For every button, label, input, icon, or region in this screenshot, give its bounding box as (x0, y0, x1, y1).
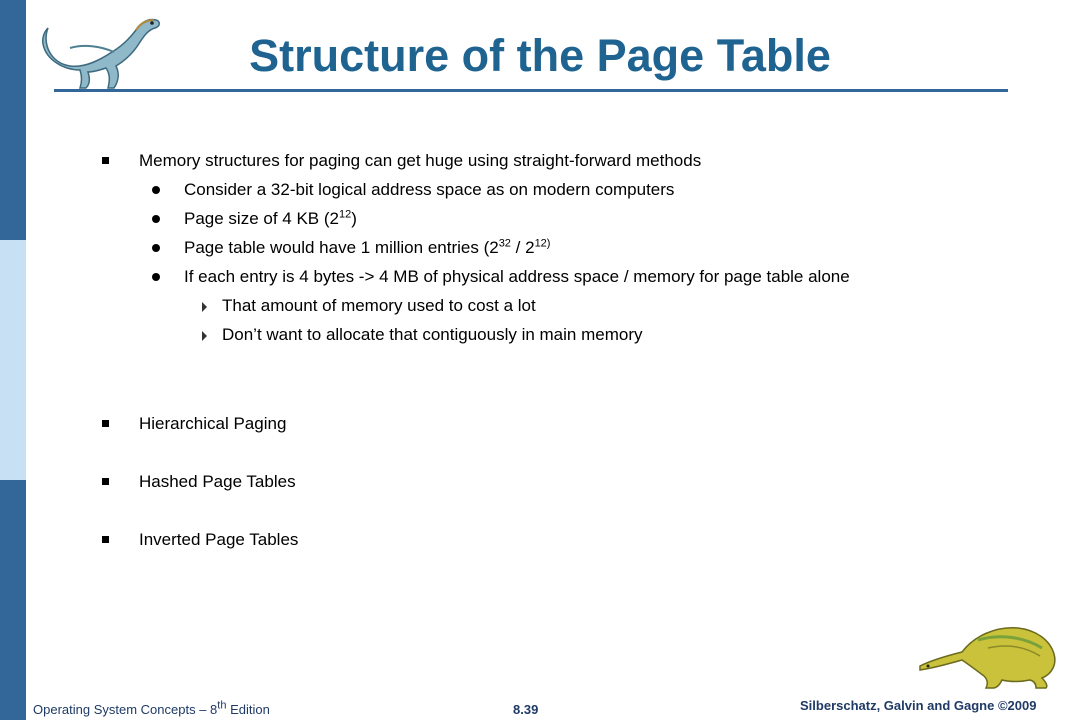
sidebar-segment-bottom (0, 480, 26, 720)
bullet-memory-cost: That amount of memory used to cost a lot (222, 296, 536, 315)
square-bullet-icon (102, 536, 109, 543)
bullet-inverted-page-tables: Inverted Page Tables (139, 530, 299, 549)
square-bullet-icon (102, 478, 109, 485)
bullet-million-entries: Page table would have 1 million entries ($2^{32} / 2^{12)}$ (184, 237, 551, 257)
left-sidebar (0, 0, 26, 720)
square-bullet-icon (102, 157, 109, 164)
bullet-4mb-page-table: If each entry is 4 bytes -> 4 MB of physical address space / memory for page table alone (184, 267, 850, 286)
bullet-hashed-page-tables: Hashed Page Tables (139, 472, 296, 491)
square-bullet-icon (102, 420, 109, 427)
dinosaur-crouching-icon (918, 618, 1058, 690)
slide-title: Structure of the Page Table (249, 30, 831, 81)
round-bullet-icon (152, 215, 160, 223)
sidebar-segment-middle (0, 240, 26, 480)
footer-page-number: 8.39 (513, 702, 539, 717)
arrow-bullet-icon (202, 331, 207, 341)
bullet-memory-structures: Memory structures for paging can get huge using straight-forward methods (139, 151, 702, 170)
bullet-page-size: Page size of 4 KB $(2^{12})$ (184, 208, 357, 228)
round-bullet-icon (152, 186, 160, 194)
footer-copyright: Silberschatz, Galvin and Gagne ©2009 (800, 698, 1037, 713)
arrow-bullet-icon (202, 302, 207, 312)
bullet-contiguous: Don’t want to allocate that contiguously in main memory (222, 325, 643, 344)
bullet-32-bit-address: Consider a 32-bit logical address space as on modern computers (184, 180, 675, 199)
round-bullet-icon (152, 273, 160, 281)
footer-book-title: Operating System Concepts – 8th Edition (33, 699, 270, 717)
bullet-hierarchical-paging: Hierarchical Paging (139, 414, 287, 433)
round-bullet-icon (152, 244, 160, 252)
title-underline (54, 89, 1008, 92)
